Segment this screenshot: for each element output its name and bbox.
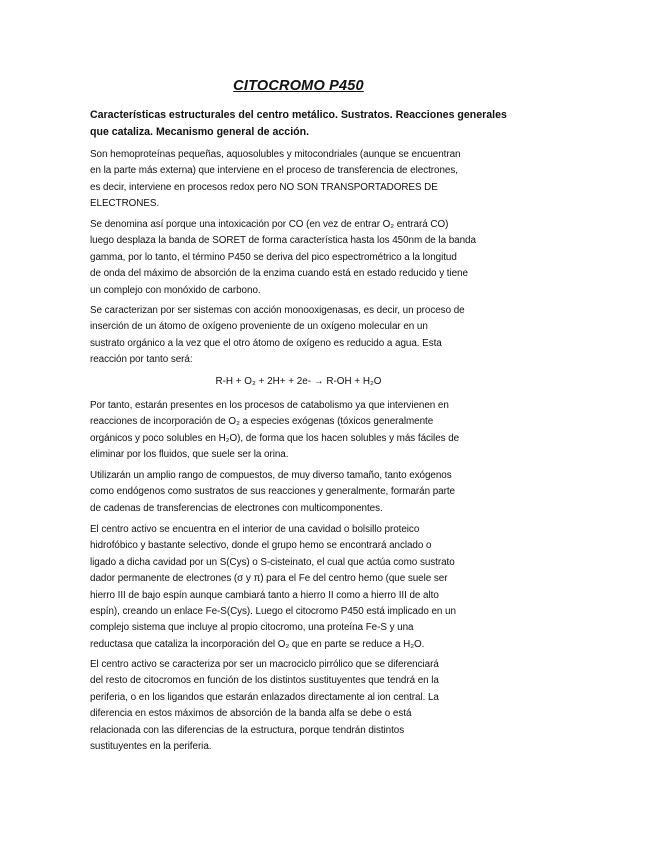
paragraph-line: Se denomina así porque una intoxicación por CO (en vez de entrar O₂ entrará CO) bbox=[90, 219, 449, 230]
paragraph-line: sustituyentes en la periferia. bbox=[90, 741, 212, 753]
paragraph-line: El centro activo se encuentra en el interior de una cavidad o bolsillo proteico bbox=[90, 524, 420, 535]
paragraph-line: gamma, por lo tanto, el término P450 se deriva del pico espectrométrico a la longitud bbox=[90, 251, 457, 263]
paragraph-line: de cadenas de transferencias de electrones con multicomponentes. bbox=[90, 502, 383, 514]
paragraph-line: complejo sistema que incluye al propio citocromo, una proteína Fe-S y una bbox=[90, 622, 414, 634]
paragraph-catabolism bbox=[90, 398, 520, 464]
paragraph-active-site bbox=[90, 522, 520, 653]
document-subtitle bbox=[90, 107, 520, 140]
paragraph-line: Se caracterizan por ser sistemas con acción monooxigenasas, es decir, un proceso de bbox=[90, 305, 465, 316]
paragraph-line: en la parte más externa) que interviene en el proceso de transferencia de electrones, bbox=[90, 165, 458, 177]
paragraph-line: El centro activo se caracteriza por ser un macrociclo pirrólico que se diferenciará bbox=[90, 659, 439, 670]
paragraph-line: dador permanente de electrones (σ y π) para el Fe del centro hemo (que suele ser bbox=[90, 573, 448, 585]
paragraph-line: relacionada con las diferencias de la estructura, porque tendrán distintos bbox=[90, 724, 405, 736]
paragraph-line: luego desplaza la banda de SORET de forma característica hasta los 450nm de la banda bbox=[90, 235, 476, 247]
subtitle-line: Características estructurales del centro metálico. Sustratos. Reacciones generales bbox=[90, 109, 507, 121]
paragraph-line: eliminar por los fluidos, que suele ser la orina. bbox=[90, 449, 289, 461]
paragraph-line: Son hemoproteínas pequeñas, aquosolubles y mitocondriales (aunque se encuentran bbox=[90, 149, 461, 160]
document-title: CITOCROMO P450 bbox=[233, 78, 364, 94]
paragraph-line: inserción de un átomo de oxígeno proveniente de un oxígeno molecular en un bbox=[90, 321, 428, 333]
paragraph-name-origin bbox=[90, 217, 520, 299]
paragraph-line: reacciones de incorporación de O₂ a especies exógenas (tóxicos generalmente bbox=[90, 416, 434, 428]
paragraph-line: es decir, interviene en procesos redox pero NO SON TRANSPORTADORES DE bbox=[90, 181, 438, 193]
paragraph-line: espín), creando un enlace Fe-S(Cys). Luego el citocromo P450 está implicado en un bbox=[90, 606, 456, 618]
paragraph-intro bbox=[90, 147, 520, 213]
paragraph-line: ligado a dicha cavidad por un S(Cys) o S-cisteinato, el cual que actúa como sustrato bbox=[90, 556, 455, 568]
paragraph-line: Utilizarán un amplio rango de compuestos, de muy diverso tamaño, tanto exógenos bbox=[90, 470, 452, 481]
subtitle-line: que cataliza. Mecanismo general de acción. bbox=[90, 125, 310, 138]
paragraph-line: de onda del máximo de absorción de la enzima cuando está en estado reducido y tiene bbox=[90, 268, 468, 280]
paragraph-line: ELECTRONES. bbox=[90, 198, 160, 210]
paragraph-line: diferencia en estos máximos de absorción de la banda alfa se debe o está bbox=[90, 708, 412, 720]
paragraph-line: reacción por tanto será: bbox=[90, 354, 193, 366]
reaction-equation: R-H + O₂ + 2H+ + 2e- → R-OH + H₂O bbox=[215, 376, 382, 387]
paragraph-line: hidrofóbico y bastante selectivo, donde el grupo hemo se encontrará anclado o bbox=[90, 540, 432, 552]
paragraph-line: periferia, o en los ligandos que estarán enlazados directamente al ion central. La bbox=[90, 691, 439, 703]
paragraph-line: orgánicos y poco solubles en H₂O), de forma que los hacen solubles y más fáciles de bbox=[90, 432, 460, 444]
paragraph-line: reductasa que cataliza la incorporación del O₂ que en parte se reduce a H₂O. bbox=[90, 638, 425, 650]
paragraph-line: hierro III de bajo espín aunque cambiará tanto a hierro II como a hierro III de alto bbox=[90, 589, 439, 601]
paragraph-line: un complejo con monóxido de carbono. bbox=[90, 284, 261, 296]
paragraph-line: como endógenos como sustratos de sus reacciones y generalmente, formarán parte bbox=[90, 486, 455, 498]
paragraph-substrates bbox=[90, 468, 520, 517]
paragraph-macrocycle bbox=[90, 657, 520, 755]
paragraph-line: sustrato orgánico a la vez que el otro átomo de oxígeno es reducido a agua. Esta bbox=[90, 337, 442, 349]
paragraph-monooxygenase bbox=[90, 303, 520, 369]
paragraph-line: Por tanto, estarán presentes en los procesos de catabolismo ya que intervienen en bbox=[90, 400, 449, 411]
paragraph-line: del resto de citocromos en función de los distintos sustituyentes que tendrá en la bbox=[90, 675, 439, 687]
